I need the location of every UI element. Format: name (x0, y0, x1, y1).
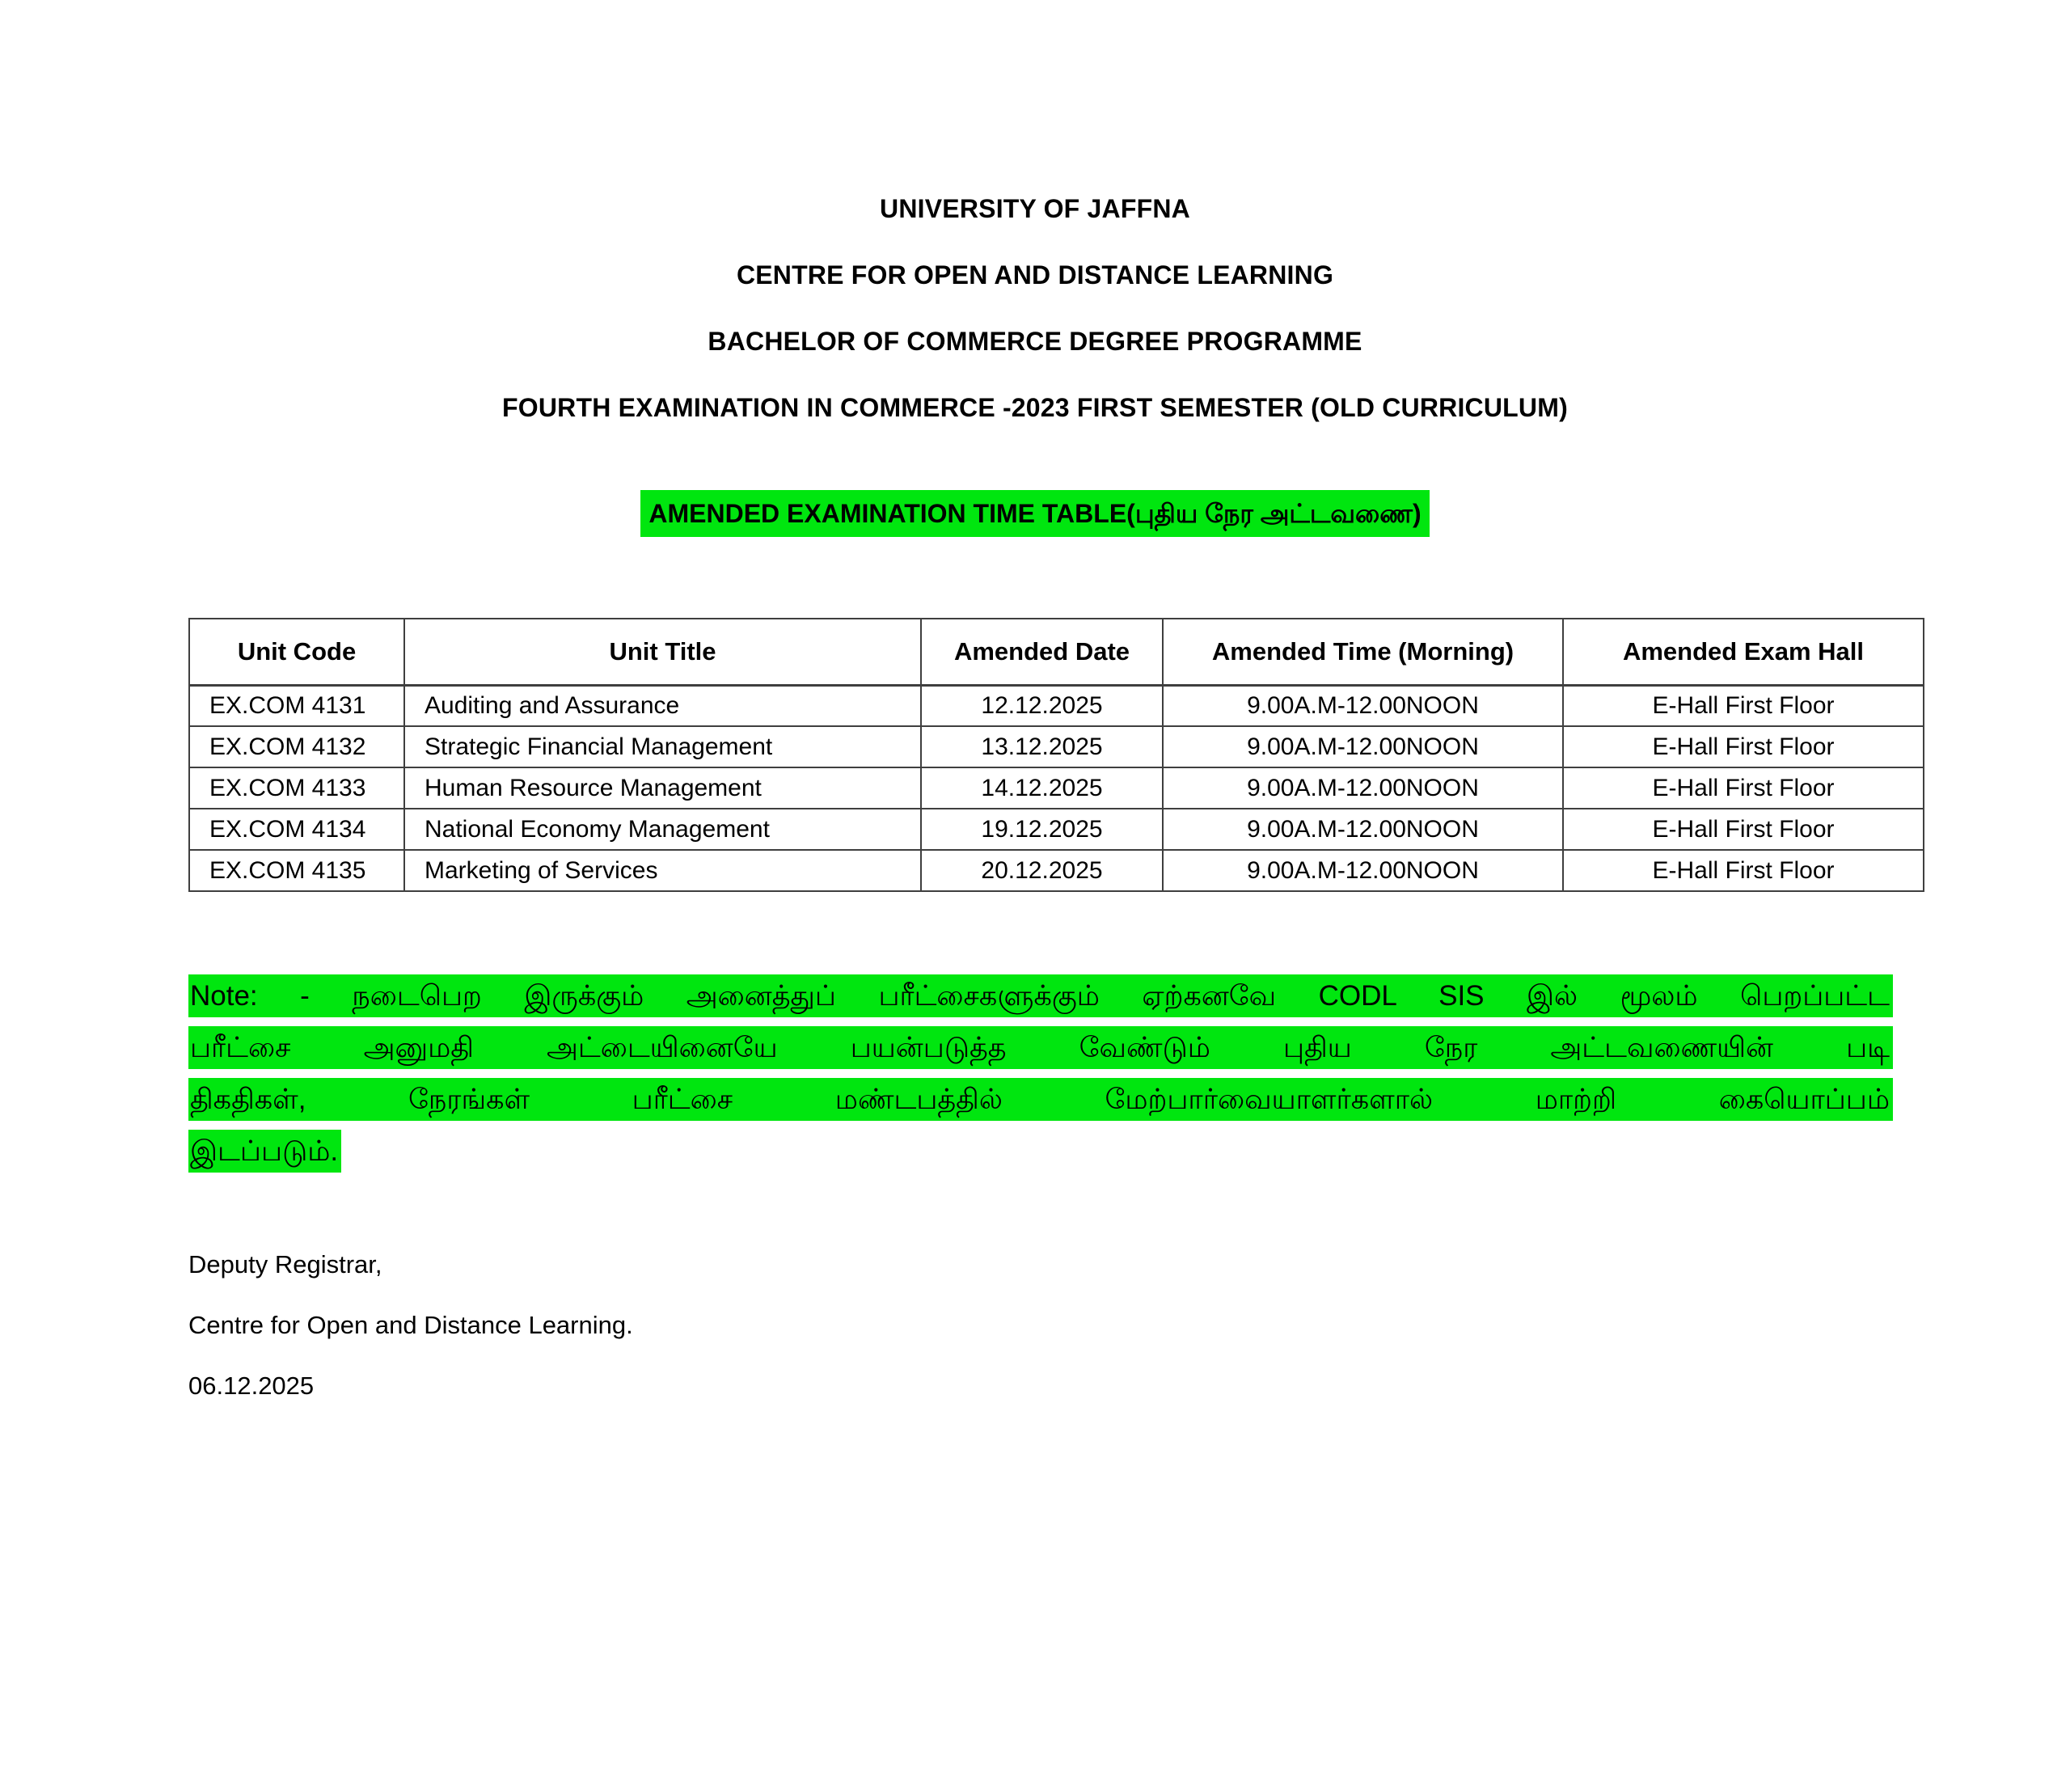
cell-amended-time: 9.00A.M-12.00NOON (1163, 685, 1563, 726)
amended-timetable-title: AMENDED EXAMINATION TIME TABLE(புதிய நேர அட்டவணை) (640, 490, 1429, 537)
cell-amended-exam-hall: E-Hall First Floor (1563, 767, 1924, 809)
col-header-amended-exam-hall: Amended Exam Hall (1563, 619, 1924, 685)
cell-amended-time: 9.00A.M-12.00NOON (1163, 809, 1563, 850)
cell-amended-date: 19.12.2025 (921, 809, 1163, 850)
col-header-amended-time: Amended Time (Morning) (1163, 619, 1563, 685)
cell-amended-date: 20.12.2025 (921, 850, 1163, 891)
note-line-4: இடப்படும். (188, 1126, 1893, 1177)
signature-department: Centre for Open and Distance Learning. (188, 1311, 633, 1339)
note-block (188, 970, 1893, 1177)
cell-amended-date: 14.12.2025 (921, 767, 1163, 809)
amended-title-row (0, 490, 2070, 537)
exam-timetable (188, 618, 1924, 892)
col-header-unit-title: Unit Title (404, 619, 921, 685)
cell-unit-title: Strategic Financial Management (404, 726, 921, 767)
signature-date: 06.12.2025 (188, 1371, 315, 1400)
timetable-container (188, 618, 2070, 892)
col-header-unit-code: Unit Code (189, 619, 404, 685)
cell-unit-code: EX.COM 4133 (189, 767, 404, 809)
cell-amended-exam-hall: E-Hall First Floor (1563, 809, 1924, 850)
signature-role: Deputy Registrar, (188, 1250, 382, 1278)
cell-unit-code: EX.COM 4131 (189, 685, 404, 726)
cell-amended-exam-hall: E-Hall First Floor (1563, 850, 1924, 891)
document-page (0, 192, 2070, 1792)
table-row (189, 809, 1924, 850)
table-row (189, 685, 1924, 726)
note-line-3: திகதிகள், நேரங்கள் பரீட்சை மண்டபத்தில் மேற்பார்வையாளர்களால் மாற்றி கையொப்பம் (188, 1074, 1893, 1126)
cell-amended-exam-hall: E-Hall First Floor (1563, 726, 1924, 767)
heading-examination: FOURTH EXAMINATION IN COMMERCE -2023 FIRST SEMESTER (OLD CURRICULUM) (502, 393, 1568, 422)
cell-unit-title: Auditing and Assurance (404, 685, 921, 726)
heading-university: UNIVERSITY OF JAFFNA (880, 194, 1190, 223)
note-line-1: Note: - நடைபெற இருக்கும் அனைத்துப் பரீட்சைகளுக்கும் ஏற்கனவே CODL SIS இல் மூலம் பெறப்பட்ட (188, 970, 1893, 1022)
cell-amended-date: 13.12.2025 (921, 726, 1163, 767)
cell-unit-title: National Economy Management (404, 809, 921, 850)
cell-unit-title: Human Resource Management (404, 767, 921, 809)
heading-programme: BACHELOR OF COMMERCE DEGREE PROGRAMME (708, 327, 1362, 356)
signature-block (188, 1249, 2070, 1402)
cell-unit-code: EX.COM 4135 (189, 850, 404, 891)
cell-amended-exam-hall: E-Hall First Floor (1563, 685, 1924, 726)
table-row (189, 726, 1924, 767)
table-header-row (189, 619, 1924, 685)
cell-amended-time: 9.00A.M-12.00NOON (1163, 767, 1563, 809)
cell-amended-date: 12.12.2025 (921, 685, 1163, 726)
table-row (189, 850, 1924, 891)
cell-unit-code: EX.COM 4132 (189, 726, 404, 767)
cell-unit-code: EX.COM 4134 (189, 809, 404, 850)
cell-unit-title: Marketing of Services (404, 850, 921, 891)
cell-amended-time: 9.00A.M-12.00NOON (1163, 726, 1563, 767)
heading-centre: CENTRE FOR OPEN AND DISTANCE LEARNING (736, 260, 1334, 290)
table-row (189, 767, 1924, 809)
col-header-amended-date: Amended Date (921, 619, 1163, 685)
note-line-2: பரீட்சை அனுமதி அட்டையினையே பயன்படுத்த வேண்டும் புதிய நேர அட்டவணையின் படி (188, 1022, 1893, 1074)
cell-amended-time: 9.00A.M-12.00NOON (1163, 850, 1563, 891)
